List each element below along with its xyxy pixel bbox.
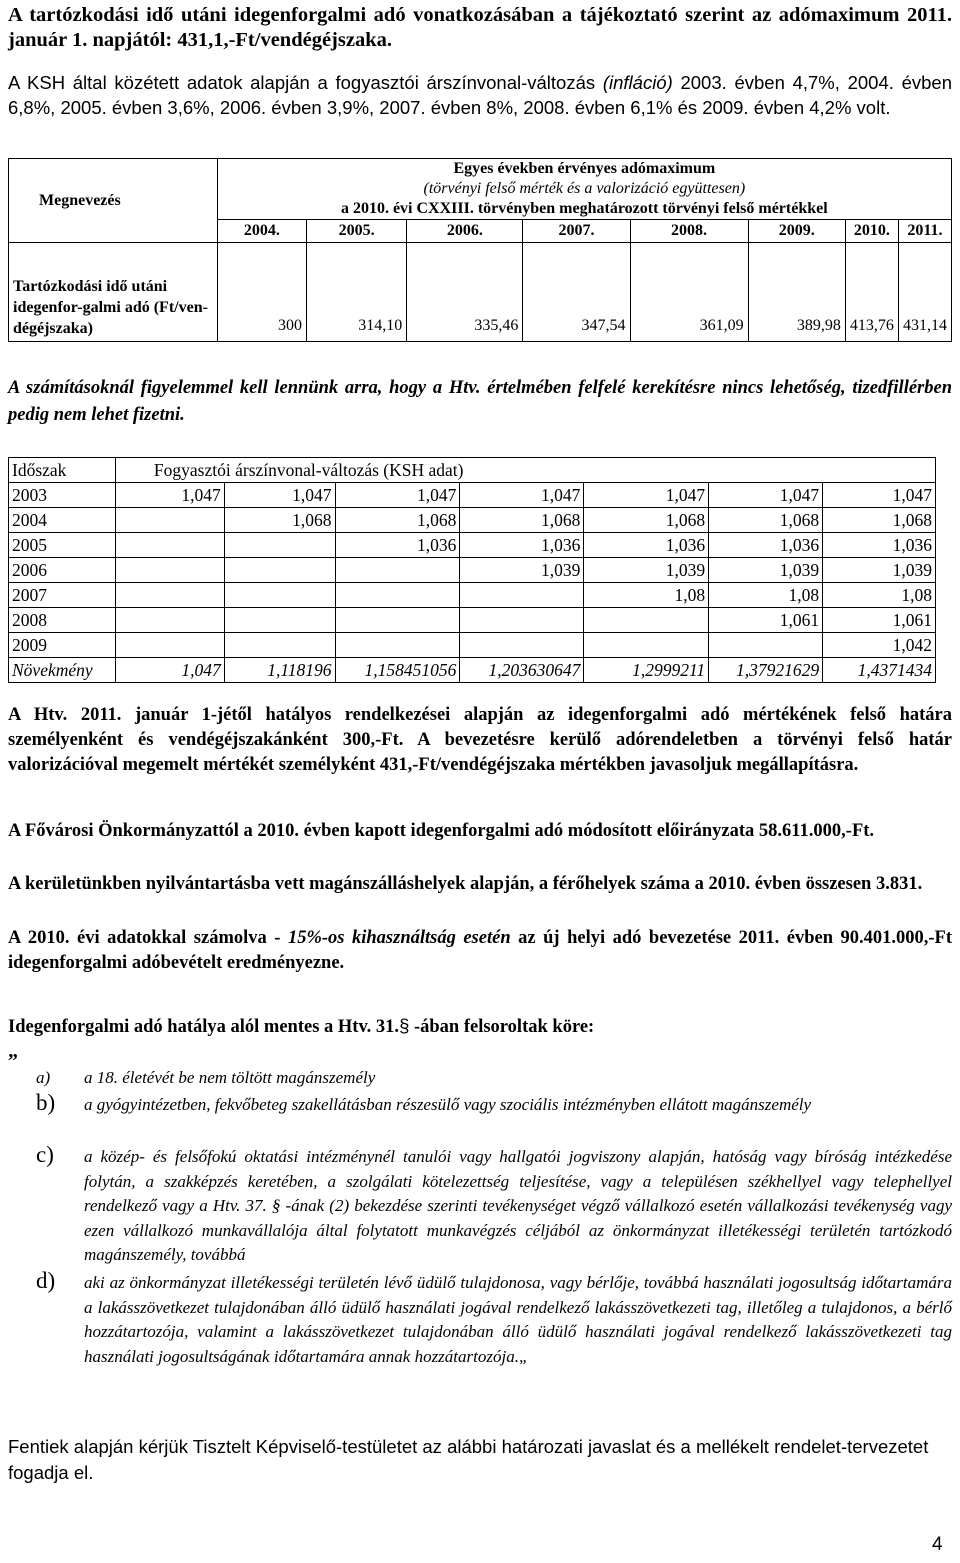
- intro-max-paragraph: A tartózkodási idő utáni idegenforgalmi adó vonatkozásában a tájékoztató szerint az adómaximum 2011. január 1. napjától: 431,1,-Ft/vendégéjszaka.: [8, 4, 952, 51]
- inflation-header: Fogyasztói árszínvonal-változás (KSH adat): [115, 458, 935, 483]
- inflation-value: [584, 608, 709, 633]
- growth-label: Növekmény: [9, 658, 116, 683]
- revenue-calc-paragraph: [8, 926, 952, 976]
- exemption-heading: [8, 1013, 952, 1040]
- period-label: 2008: [9, 608, 116, 633]
- inflation-row: [9, 558, 936, 583]
- tax-value: 335,46: [407, 243, 523, 342]
- growth-value: 1,047: [115, 658, 224, 683]
- period-header: Időszak: [9, 458, 116, 483]
- opening-quote: „: [8, 1040, 18, 1062]
- year-header: 2004.: [217, 220, 306, 243]
- inflation-value: 1,047: [335, 483, 460, 508]
- calc-italic: 15%-os kihasználtság esetén: [287, 928, 511, 948]
- inflation-value: 1,08: [709, 583, 823, 608]
- closing-paragraph: Fentiek alapján kérjük Tisztelt Képviselő-testületet az alábbi határozati javaslat és a mellékelt rendelet-tervezetet fogadja el.: [8, 1436, 929, 1483]
- inflation-value: 1,047: [823, 483, 936, 508]
- growth-value: 1,2999211: [584, 658, 709, 683]
- inflation-value: [224, 558, 335, 583]
- inflation-value: [115, 633, 224, 658]
- tax-value: 431,14: [898, 243, 951, 342]
- inflation-value: 1,068: [584, 508, 709, 533]
- inflation-row: [9, 508, 936, 533]
- inflation-value: [335, 608, 460, 633]
- inflation-value: [335, 583, 460, 608]
- inflation-table: [8, 457, 936, 683]
- inflation-value: 1,061: [709, 608, 823, 633]
- inflation-value: 1,047: [115, 483, 224, 508]
- year-header: 2006.: [407, 220, 523, 243]
- inflation-row: [9, 633, 936, 658]
- tax-value: 347,54: [523, 243, 630, 342]
- inflation-value: 1,039: [823, 558, 936, 583]
- inflation-value: [224, 633, 335, 658]
- inflation-value: [224, 583, 335, 608]
- inflation-value: [584, 633, 709, 658]
- inflation-value: 1,039: [709, 558, 823, 583]
- inflation-value: [460, 608, 584, 633]
- item-text: aki az önkormányzat illetékességi területén lévő üdülő tulajdonosa, vagy bérlője, továbbá használati jogosultság időtartamára a lakásszövetkezet tulajdonában álló üdülő használati jogával rendelkező lakásszövetkezeti tag, illetőleg a tulajdonos, a bérlő hozzátartozója, valamint a lakásszövetkezet tulajdonában álló üdülő használati jogával rendelkező lakásszövetkezeti tag használati jogosultságának időtartamára annak hozzátartozója.„: [84, 1273, 952, 1366]
- section-sign: §: [399, 1015, 410, 1036]
- inflation-value: 1,047: [224, 483, 335, 508]
- tax-maximum-table: [8, 158, 952, 342]
- inflation-value: [335, 558, 460, 583]
- inflation-value: 1,047: [709, 483, 823, 508]
- max-header-cell: [217, 159, 951, 220]
- inflation-value: 1,08: [584, 583, 709, 608]
- inflation-value: 1,061: [823, 608, 936, 633]
- period-label: 2007: [9, 583, 116, 608]
- item-text: a 18. életévét be nem töltött magánszemély: [84, 1068, 376, 1087]
- inflation-value: 1,047: [584, 483, 709, 508]
- inflation-value: 1,08: [823, 583, 936, 608]
- item-text: a közép- és felsőfokú oktatási intézménynél tanulói vagy hallgatói jogviszony alapján, hatóság vagy bíróság intézkedése folytán, a szakképzés keretében, a szolgálati kötelezettség teljesítése, vagy a településen székhellyel vagy telephellyel rendelkező vagy a Htv. 37. § -ának (2) bekezdése szerinti tevékenységet végző vállalkozó esetén vállalkozási tevékenység vagy ezen vállalkozó munkavállalója által folytatott munkavégzés céljából az önkormányzat illetékességi területén tartózkodó magánszemély, továbbá: [84, 1147, 952, 1264]
- tax-value: 300: [217, 243, 306, 342]
- inflation-value: 1,036: [460, 533, 584, 558]
- tax-value: 389,98: [748, 243, 845, 342]
- inflation-value: [709, 633, 823, 658]
- year-header: 2005.: [306, 220, 406, 243]
- growth-value: 1,4371434: [823, 658, 936, 683]
- exemption-heading-text: Idegenforgalmi adó hatálya alól mentes a Htv. 31.: [8, 1017, 400, 1037]
- item-text: a gyógyintézetben, fekvőbeteg szakellátásban részesülő vagy szociális intézményben ellátott magánszemély: [84, 1095, 812, 1114]
- inflation-row: [9, 483, 936, 508]
- inflation-value: [460, 633, 584, 658]
- rounding-note: A számításoknál figyelemmel kell lennünk arra, hogy a Htv. értelmében felfelé kerekítésre nincs lehetőség, tizedfillérben pedig nem lehet fizetni.: [8, 378, 952, 425]
- year-header: 2008.: [630, 220, 748, 243]
- calc-before: A 2010. évi adatokkal számolva -: [8, 928, 288, 948]
- growth-value: 1,37921629: [709, 658, 823, 683]
- period-label: 2004: [9, 508, 116, 533]
- inflation-value: [335, 633, 460, 658]
- year-header: 2009.: [748, 220, 845, 243]
- inflation-value: 1,039: [460, 558, 584, 583]
- inflation-value: 1,036: [584, 533, 709, 558]
- growth-value: 1,158451056: [335, 658, 460, 683]
- item-marker: c): [36, 1142, 54, 1167]
- period-label: 2006: [9, 558, 116, 583]
- page-number: 4: [932, 1534, 943, 1555]
- max-title: Egyes években érvényes adómaximum: [453, 160, 716, 177]
- inflation-value: [115, 508, 224, 533]
- inflation-row: [9, 583, 936, 608]
- year-header: 2010.: [845, 220, 898, 243]
- exemption-heading-tail: -ában felsoroltak köre:: [409, 1017, 595, 1037]
- fovaros-paragraph: A Fővárosi Önkormányzattól a 2010. évben kapott idegenforgalmi adó módosított előirányzata 58.611.000,-Ft.: [8, 821, 875, 841]
- calc-after: az új helyi adó bevezetése 2011. évben 90.401.000,-Ft idegenforgalmi adóbevételt eredményezne.: [8, 928, 952, 973]
- kerulet-paragraph: A kerületünkben nyilvántartásba vett magánszálláshelyek alapján, a férőhelyek száma a 2010. évben összesen 3.831.: [8, 874, 923, 894]
- inflation-value: [115, 583, 224, 608]
- inflation-value: 1,068: [460, 508, 584, 533]
- item-marker: a): [36, 1068, 51, 1087]
- inflation-value: 1,068: [335, 508, 460, 533]
- period-label: 2009: [9, 633, 116, 658]
- htv-paragraph: A Htv. 2011. január 1-jétől hatályos rendelkezései alapján az idegenforgalmi adó mértékének felső határa személyenként és vendégéjszakánként 300,-Ft. A bevezetésre kerülő adórendeletben a törvényi felső határ valorizációval megemelt mértékét személyként 431,-Ft/vendégéjszaka mértékben javasoljuk megállapításra.: [8, 705, 952, 775]
- year-header: 2007.: [523, 220, 630, 243]
- inflation-value: 1,039: [584, 558, 709, 583]
- growth-value: 1,203630647: [460, 658, 584, 683]
- inflation-value: [115, 608, 224, 633]
- inflation-value: 1,036: [823, 533, 936, 558]
- ksh-text-before: A KSH által közétett adatok alapján a fogyasztói árszínvonal-változás: [8, 72, 603, 93]
- item-marker: b): [36, 1090, 56, 1115]
- inflation-value: 1,036: [335, 533, 460, 558]
- item-marker: d): [36, 1268, 56, 1293]
- period-label: 2005: [9, 533, 116, 558]
- inflation-value: 1,068: [709, 508, 823, 533]
- inflation-value: [460, 583, 584, 608]
- tax-value: 314,10: [306, 243, 406, 342]
- inflation-value: 1,068: [823, 508, 936, 533]
- inflation-value: [115, 533, 224, 558]
- inflation-row: [9, 533, 936, 558]
- inflation-value: [224, 533, 335, 558]
- period-label: 2003: [9, 483, 116, 508]
- tax-value: 413,76: [845, 243, 898, 342]
- inflation-rows: [9, 483, 936, 658]
- inflation-row: [9, 608, 936, 633]
- inflation-value: [115, 558, 224, 583]
- ksh-text-italic: (infláció): [602, 72, 673, 93]
- inflation-value: 1,036: [709, 533, 823, 558]
- tax-row-label: Tartózkodási idő utáni idegenfor-galmi adó (Ft/ven-dégéjszaka): [9, 243, 218, 342]
- max-subtitle: (törvényi felső mérték és a valorizáció együttesen): [423, 180, 746, 197]
- inflation-value: 1,047: [460, 483, 584, 508]
- inflation-value: 1,042: [823, 633, 936, 658]
- max-title2: a 2010. évi CXXIII. törvényben meghatározott törvényi felső mértékkel: [340, 200, 828, 217]
- growth-value: 1,118196: [224, 658, 335, 683]
- intro-inflation-paragraph: [8, 70, 952, 120]
- year-header: 2011.: [898, 220, 951, 243]
- name-header: Megnevezés: [9, 159, 218, 243]
- ksh-text-after: 2003. évben 4,7%, 2004. évben 6,8%, 2005. évben 3,6%, 2006. évben 3,9%, 2007. évben 8%, 2008. évben 6,1% és 2009. évben 4,2% volt.: [8, 72, 952, 118]
- inflation-value: 1,068: [224, 508, 335, 533]
- inflation-value: [224, 608, 335, 633]
- tax-value: 361,09: [630, 243, 748, 342]
